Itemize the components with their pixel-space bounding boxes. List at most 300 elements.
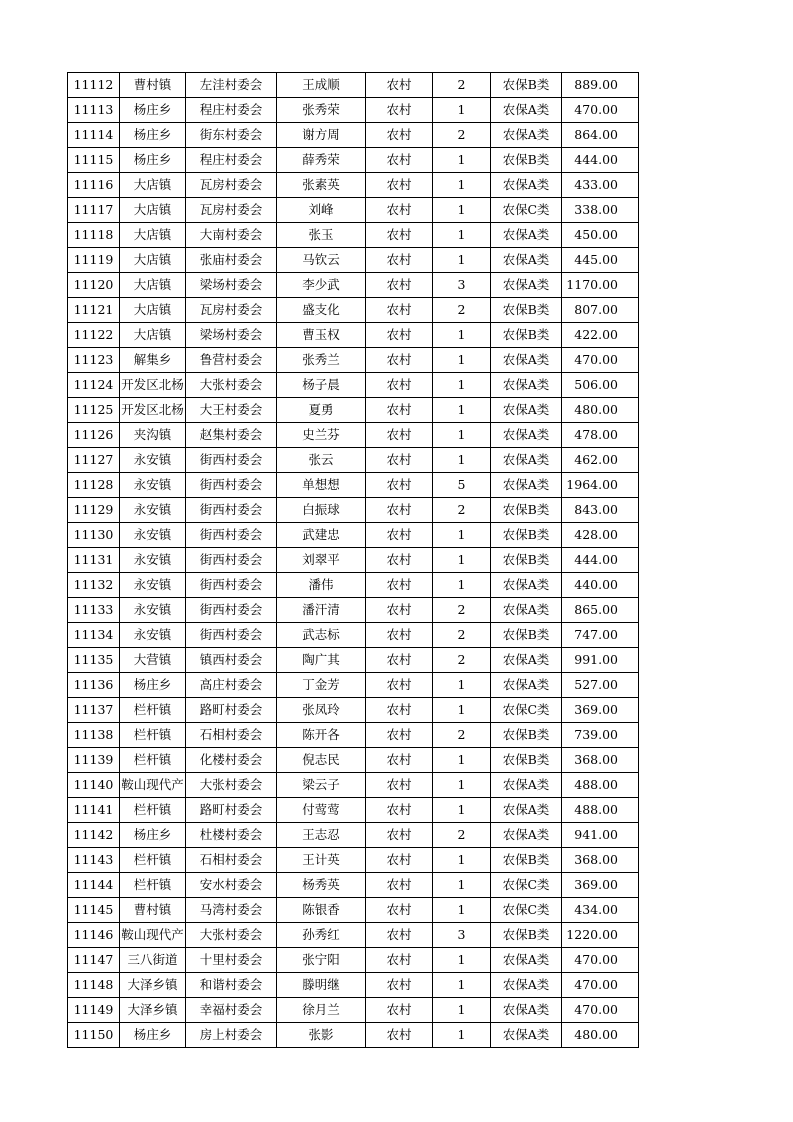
cell-village-committee: 瓦房村委会 (186, 198, 277, 223)
cell-amount: 739.00 (562, 723, 639, 748)
cell-household-type: 农村 (366, 298, 433, 323)
table-row (68, 973, 639, 998)
table-row (68, 948, 639, 973)
cell-insurance-class: 农保A类 (491, 573, 562, 598)
cell-amount: 445.00 (562, 248, 639, 273)
cell-town: 永安镇 (120, 448, 186, 473)
cell-insurance-class: 农保A类 (491, 973, 562, 998)
cell-member-count: 1 (433, 798, 491, 823)
cell-record-id: 11113 (68, 98, 120, 123)
cell-amount: 368.00 (562, 848, 639, 873)
cell-household-type: 农村 (366, 623, 433, 648)
table-row (68, 348, 639, 373)
cell-record-id: 11135 (68, 648, 120, 673)
cell-record-id: 11148 (68, 973, 120, 998)
cell-village-committee: 街西村委会 (186, 448, 277, 473)
cell-household-type: 农村 (366, 498, 433, 523)
cell-insurance-class: 农保A类 (491, 273, 562, 298)
cell-household-type: 农村 (366, 348, 433, 373)
cell-member-count: 1 (433, 948, 491, 973)
cell-record-id: 11132 (68, 573, 120, 598)
cell-town: 开发区北杨 (120, 398, 186, 423)
cell-person-name: 陈开各 (277, 723, 366, 748)
cell-amount: 369.00 (562, 698, 639, 723)
cell-village-committee: 石相村委会 (186, 723, 277, 748)
cell-person-name: 张秀荣 (277, 98, 366, 123)
cell-household-type: 农村 (366, 248, 433, 273)
cell-record-id: 11117 (68, 198, 120, 223)
cell-member-count: 3 (433, 923, 491, 948)
cell-member-count: 1 (433, 398, 491, 423)
cell-record-id: 11141 (68, 798, 120, 823)
cell-amount: 444.00 (562, 148, 639, 173)
cell-amount: 338.00 (562, 198, 639, 223)
cell-record-id: 11143 (68, 848, 120, 873)
cell-insurance-class: 农保A类 (491, 348, 562, 373)
cell-household-type: 农村 (366, 523, 433, 548)
cell-village-committee: 左洼村委会 (186, 73, 277, 98)
cell-village-committee: 路町村委会 (186, 798, 277, 823)
cell-record-id: 11130 (68, 523, 120, 548)
cell-person-name: 武志标 (277, 623, 366, 648)
cell-insurance-class: 农保C类 (491, 898, 562, 923)
cell-amount: 470.00 (562, 98, 639, 123)
cell-village-committee: 瓦房村委会 (186, 173, 277, 198)
table-row (68, 123, 639, 148)
cell-town: 大店镇 (120, 198, 186, 223)
records-table (67, 72, 639, 1048)
cell-household-type: 农村 (366, 898, 433, 923)
cell-person-name: 白振球 (277, 498, 366, 523)
cell-member-count: 1 (433, 223, 491, 248)
cell-insurance-class: 农保B类 (491, 623, 562, 648)
cell-member-count: 1 (433, 748, 491, 773)
cell-village-committee: 杜楼村委会 (186, 823, 277, 848)
cell-insurance-class: 农保A类 (491, 398, 562, 423)
cell-village-committee: 幸福村委会 (186, 998, 277, 1023)
cell-person-name: 李少武 (277, 273, 366, 298)
cell-person-name: 张素英 (277, 173, 366, 198)
cell-amount: 889.00 (562, 73, 639, 98)
cell-town: 永安镇 (120, 523, 186, 548)
cell-member-count: 1 (433, 1023, 491, 1048)
cell-town: 杨庄乡 (120, 123, 186, 148)
table-row (68, 1023, 639, 1048)
cell-town: 曹村镇 (120, 73, 186, 98)
table-row (68, 148, 639, 173)
cell-insurance-class: 农保C类 (491, 198, 562, 223)
cell-insurance-class: 农保C类 (491, 873, 562, 898)
table-row (68, 548, 639, 573)
cell-record-id: 11123 (68, 348, 120, 373)
cell-insurance-class: 农保A类 (491, 98, 562, 123)
cell-record-id: 11131 (68, 548, 120, 573)
cell-town: 栏杆镇 (120, 873, 186, 898)
cell-village-committee: 程庄村委会 (186, 98, 277, 123)
cell-record-id: 11114 (68, 123, 120, 148)
cell-insurance-class: 农保A类 (491, 473, 562, 498)
cell-person-name: 陶广其 (277, 648, 366, 673)
cell-person-name: 夏勇 (277, 398, 366, 423)
table-row (68, 398, 639, 423)
cell-insurance-class: 农保A类 (491, 448, 562, 473)
table-row (68, 923, 639, 948)
cell-person-name: 孙秀红 (277, 923, 366, 948)
cell-member-count: 1 (433, 423, 491, 448)
table-row (68, 748, 639, 773)
cell-person-name: 张宁阳 (277, 948, 366, 973)
cell-amount: 807.00 (562, 298, 639, 323)
cell-insurance-class: 农保B类 (491, 73, 562, 98)
table-row (68, 323, 639, 348)
cell-member-count: 1 (433, 348, 491, 373)
cell-member-count: 1 (433, 373, 491, 398)
cell-amount: 470.00 (562, 998, 639, 1023)
cell-insurance-class: 农保A类 (491, 798, 562, 823)
cell-insurance-class: 农保B类 (491, 498, 562, 523)
cell-person-name: 史兰芬 (277, 423, 366, 448)
table-row (68, 223, 639, 248)
cell-household-type: 农村 (366, 948, 433, 973)
cell-member-count: 1 (433, 698, 491, 723)
cell-person-name: 张凤玲 (277, 698, 366, 723)
cell-record-id: 11128 (68, 473, 120, 498)
table-row (68, 423, 639, 448)
cell-town: 曹村镇 (120, 898, 186, 923)
cell-record-id: 11138 (68, 723, 120, 748)
cell-village-committee: 石相村委会 (186, 848, 277, 873)
cell-amount: 1964.00 (562, 473, 639, 498)
table-row (68, 173, 639, 198)
table-row (68, 698, 639, 723)
cell-household-type: 农村 (366, 148, 433, 173)
cell-household-type: 农村 (366, 123, 433, 148)
cell-insurance-class: 农保B类 (491, 748, 562, 773)
cell-record-id: 11147 (68, 948, 120, 973)
table-row (68, 773, 639, 798)
cell-person-name: 丁金芳 (277, 673, 366, 698)
cell-person-name: 张玉 (277, 223, 366, 248)
cell-member-count: 1 (433, 98, 491, 123)
table-row (68, 598, 639, 623)
cell-village-committee: 赵集村委会 (186, 423, 277, 448)
table-row (68, 273, 639, 298)
cell-insurance-class: 农保A类 (491, 123, 562, 148)
table-row (68, 798, 639, 823)
cell-town: 大泽乡镇 (120, 973, 186, 998)
cell-record-id: 11146 (68, 923, 120, 948)
cell-amount: 428.00 (562, 523, 639, 548)
cell-member-count: 1 (433, 448, 491, 473)
cell-person-name: 倪志民 (277, 748, 366, 773)
table-row (68, 448, 639, 473)
cell-member-count: 2 (433, 623, 491, 648)
cell-amount: 488.00 (562, 798, 639, 823)
cell-amount: 747.00 (562, 623, 639, 648)
cell-record-id: 11119 (68, 248, 120, 273)
cell-member-count: 1 (433, 898, 491, 923)
table-row (68, 848, 639, 873)
cell-village-committee: 镇西村委会 (186, 648, 277, 673)
cell-person-name: 王计英 (277, 848, 366, 873)
cell-amount: 369.00 (562, 873, 639, 898)
cell-amount: 480.00 (562, 398, 639, 423)
cell-record-id: 11136 (68, 673, 120, 698)
cell-record-id: 11116 (68, 173, 120, 198)
table-row (68, 73, 639, 98)
cell-town: 永安镇 (120, 598, 186, 623)
cell-household-type: 农村 (366, 923, 433, 948)
table-row (68, 723, 639, 748)
cell-insurance-class: 农保A类 (491, 223, 562, 248)
table-row (68, 648, 639, 673)
table-row (68, 198, 639, 223)
cell-member-count: 1 (433, 548, 491, 573)
table-row (68, 473, 639, 498)
cell-town: 大店镇 (120, 223, 186, 248)
cell-person-name: 张秀兰 (277, 348, 366, 373)
cell-member-count: 1 (433, 873, 491, 898)
table-row (68, 498, 639, 523)
cell-person-name: 杨秀英 (277, 873, 366, 898)
cell-household-type: 农村 (366, 823, 433, 848)
cell-person-name: 马钦云 (277, 248, 366, 273)
cell-insurance-class: 农保A类 (491, 1023, 562, 1048)
cell-town: 杨庄乡 (120, 673, 186, 698)
cell-insurance-class: 农保A类 (491, 823, 562, 848)
cell-village-committee: 马湾村委会 (186, 898, 277, 923)
cell-town: 杨庄乡 (120, 1023, 186, 1048)
cell-village-committee: 大张村委会 (186, 373, 277, 398)
cell-person-name: 刘翠平 (277, 548, 366, 573)
table-row (68, 523, 639, 548)
cell-town: 大店镇 (120, 298, 186, 323)
cell-town: 栏杆镇 (120, 848, 186, 873)
cell-member-count: 1 (433, 523, 491, 548)
cell-record-id: 11139 (68, 748, 120, 773)
cell-village-committee: 街西村委会 (186, 548, 277, 573)
cell-member-count: 5 (433, 473, 491, 498)
cell-household-type: 农村 (366, 273, 433, 298)
cell-member-count: 1 (433, 198, 491, 223)
cell-town: 大营镇 (120, 648, 186, 673)
cell-household-type: 农村 (366, 973, 433, 998)
cell-village-committee: 大张村委会 (186, 923, 277, 948)
cell-insurance-class: 农保A类 (491, 948, 562, 973)
cell-amount: 450.00 (562, 223, 639, 248)
cell-village-committee: 房上村委会 (186, 1023, 277, 1048)
cell-member-count: 2 (433, 73, 491, 98)
cell-record-id: 11150 (68, 1023, 120, 1048)
cell-person-name: 薛秀荣 (277, 148, 366, 173)
cell-insurance-class: 农保B类 (491, 923, 562, 948)
cell-amount: 433.00 (562, 173, 639, 198)
cell-member-count: 1 (433, 148, 491, 173)
cell-town: 杨庄乡 (120, 823, 186, 848)
cell-amount: 864.00 (562, 123, 639, 148)
cell-town: 永安镇 (120, 548, 186, 573)
cell-household-type: 农村 (366, 648, 433, 673)
cell-person-name: 武建忠 (277, 523, 366, 548)
cell-household-type: 农村 (366, 1023, 433, 1048)
cell-amount: 991.00 (562, 648, 639, 673)
cell-town: 大泽乡镇 (120, 998, 186, 1023)
cell-insurance-class: 农保A类 (491, 373, 562, 398)
cell-member-count: 1 (433, 848, 491, 873)
table-row (68, 298, 639, 323)
cell-insurance-class: 农保B类 (491, 548, 562, 573)
cell-household-type: 农村 (366, 223, 433, 248)
cell-record-id: 11124 (68, 373, 120, 398)
cell-insurance-class: 农保B类 (491, 323, 562, 348)
cell-town: 杨庄乡 (120, 98, 186, 123)
table-row (68, 898, 639, 923)
cell-amount: 527.00 (562, 673, 639, 698)
cell-person-name: 潘伟 (277, 573, 366, 598)
cell-person-name: 滕明继 (277, 973, 366, 998)
cell-member-count: 1 (433, 973, 491, 998)
records-table-body (68, 73, 639, 1048)
cell-person-name: 徐月兰 (277, 998, 366, 1023)
cell-member-count: 2 (433, 123, 491, 148)
cell-record-id: 11144 (68, 873, 120, 898)
cell-household-type: 农村 (366, 473, 433, 498)
cell-town: 永安镇 (120, 623, 186, 648)
cell-member-count: 1 (433, 323, 491, 348)
cell-village-committee: 梁场村委会 (186, 273, 277, 298)
cell-insurance-class: 农保A类 (491, 173, 562, 198)
cell-insurance-class: 农保B类 (491, 723, 562, 748)
cell-record-id: 11120 (68, 273, 120, 298)
cell-member-count: 1 (433, 673, 491, 698)
cell-household-type: 农村 (366, 98, 433, 123)
table-row (68, 623, 639, 648)
cell-record-id: 11112 (68, 73, 120, 98)
cell-amount: 462.00 (562, 448, 639, 473)
cell-person-name: 张云 (277, 448, 366, 473)
cell-member-count: 1 (433, 173, 491, 198)
table-row (68, 873, 639, 898)
cell-town: 夹沟镇 (120, 423, 186, 448)
cell-amount: 865.00 (562, 598, 639, 623)
cell-person-name: 潘汗清 (277, 598, 366, 623)
cell-village-committee: 张庙村委会 (186, 248, 277, 273)
cell-village-committee: 程庄村委会 (186, 148, 277, 173)
cell-household-type: 农村 (366, 373, 433, 398)
cell-record-id: 11126 (68, 423, 120, 448)
cell-household-type: 农村 (366, 173, 433, 198)
cell-household-type: 农村 (366, 998, 433, 1023)
cell-record-id: 11149 (68, 998, 120, 1023)
cell-village-committee: 高庄村委会 (186, 673, 277, 698)
cell-insurance-class: 农保B类 (491, 298, 562, 323)
cell-record-id: 11129 (68, 498, 120, 523)
cell-record-id: 11115 (68, 148, 120, 173)
cell-town: 解集乡 (120, 348, 186, 373)
cell-town: 三八街道 (120, 948, 186, 973)
cell-amount: 478.00 (562, 423, 639, 448)
cell-town: 开发区北杨 (120, 373, 186, 398)
cell-person-name: 张影 (277, 1023, 366, 1048)
cell-record-id: 11118 (68, 223, 120, 248)
cell-amount: 488.00 (562, 773, 639, 798)
cell-household-type: 农村 (366, 748, 433, 773)
cell-village-committee: 梁场村委会 (186, 323, 277, 348)
cell-person-name: 曹玉权 (277, 323, 366, 348)
cell-town: 永安镇 (120, 498, 186, 523)
cell-town: 永安镇 (120, 573, 186, 598)
cell-village-committee: 瓦房村委会 (186, 298, 277, 323)
cell-insurance-class: 农保B类 (491, 848, 562, 873)
cell-village-committee: 街西村委会 (186, 573, 277, 598)
cell-insurance-class: 农保A类 (491, 598, 562, 623)
cell-member-count: 1 (433, 573, 491, 598)
cell-household-type: 农村 (366, 873, 433, 898)
cell-household-type: 农村 (366, 73, 433, 98)
cell-insurance-class: 农保A类 (491, 648, 562, 673)
cell-village-committee: 街西村委会 (186, 598, 277, 623)
cell-record-id: 11125 (68, 398, 120, 423)
table-row (68, 373, 639, 398)
cell-member-count: 1 (433, 248, 491, 273)
cell-person-name: 单想想 (277, 473, 366, 498)
cell-amount: 480.00 (562, 1023, 639, 1048)
cell-town: 大店镇 (120, 173, 186, 198)
cell-record-id: 11133 (68, 598, 120, 623)
cell-amount: 470.00 (562, 348, 639, 373)
cell-household-type: 农村 (366, 723, 433, 748)
cell-village-committee: 街西村委会 (186, 473, 277, 498)
cell-town: 杨庄乡 (120, 148, 186, 173)
cell-person-name: 杨子晨 (277, 373, 366, 398)
cell-town: 鞍山现代产 (120, 773, 186, 798)
cell-member-count: 2 (433, 723, 491, 748)
cell-town: 大店镇 (120, 323, 186, 348)
table-row (68, 998, 639, 1023)
cell-amount: 470.00 (562, 948, 639, 973)
cell-village-committee: 路町村委会 (186, 698, 277, 723)
cell-member-count: 3 (433, 273, 491, 298)
cell-village-committee: 大南村委会 (186, 223, 277, 248)
cell-village-committee: 大王村委会 (186, 398, 277, 423)
cell-record-id: 11121 (68, 298, 120, 323)
cell-record-id: 11127 (68, 448, 120, 473)
cell-person-name: 王志忍 (277, 823, 366, 848)
cell-amount: 440.00 (562, 573, 639, 598)
cell-person-name: 盛支化 (277, 298, 366, 323)
cell-amount: 941.00 (562, 823, 639, 848)
cell-household-type: 农村 (366, 573, 433, 598)
cell-village-committee: 和谐村委会 (186, 973, 277, 998)
cell-household-type: 农村 (366, 548, 433, 573)
table-row (68, 673, 639, 698)
cell-member-count: 1 (433, 998, 491, 1023)
cell-town: 栏杆镇 (120, 723, 186, 748)
cell-insurance-class: 农保A类 (491, 248, 562, 273)
cell-insurance-class: 农保A类 (491, 673, 562, 698)
cell-village-committee: 鲁营村委会 (186, 348, 277, 373)
cell-person-name: 刘峰 (277, 198, 366, 223)
cell-village-committee: 大张村委会 (186, 773, 277, 798)
cell-record-id: 11122 (68, 323, 120, 348)
cell-record-id: 11140 (68, 773, 120, 798)
table-row (68, 573, 639, 598)
cell-household-type: 农村 (366, 448, 433, 473)
cell-amount: 368.00 (562, 748, 639, 773)
cell-village-committee: 街东村委会 (186, 123, 277, 148)
cell-household-type: 农村 (366, 598, 433, 623)
cell-insurance-class: 农保B类 (491, 523, 562, 548)
